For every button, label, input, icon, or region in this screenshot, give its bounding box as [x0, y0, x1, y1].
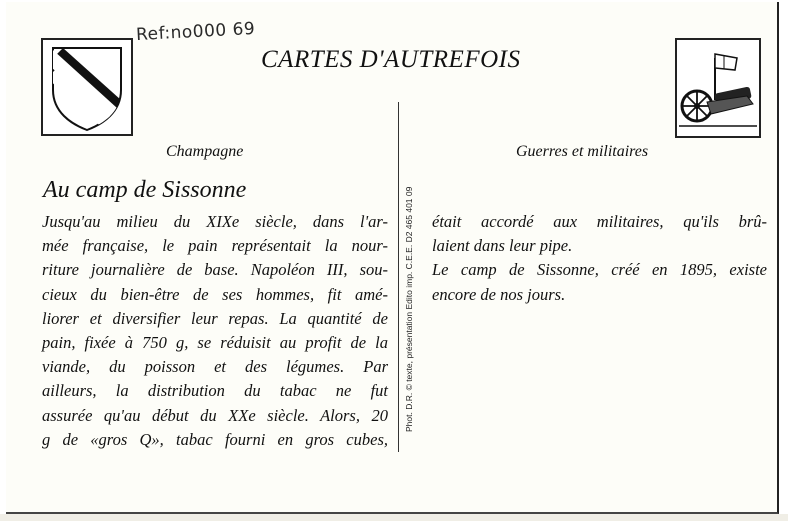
theme-label: Guerres et militaires	[516, 143, 649, 160]
text-line: ailleurs, la distribution du tabac ne fut	[42, 381, 388, 401]
center-divider	[398, 102, 399, 452]
text-line: était accordé aux militaires, qu'ils brû-	[432, 212, 767, 231]
text-line: cieux du bien-être de ses hommes, fit amé-	[42, 284, 388, 304]
body-text-right	[432, 210, 767, 307]
text-line: Jusqu'au milieu du XIXe siècle, dans l'ar-	[42, 212, 388, 231]
champagne-coat-of-arms-icon	[41, 38, 133, 136]
publisher-credit: Phot. D.R. © texte, présentation Edito imp. C.E.E. D2 465 401 09	[404, 186, 414, 432]
text-line: encore de nos jours.	[432, 284, 566, 304]
handwritten-reference: Ref:no000 69	[135, 18, 256, 46]
series-title: CARTES D'AUTREFOIS	[261, 46, 521, 73]
text-line: liorer et diversifier leur repas. La quantité de	[42, 308, 388, 328]
text-line: viande, du poisson et des légumes. Par	[42, 357, 388, 377]
text-line: g de «gros Q», tabac fourni en gros cubes,	[42, 429, 388, 449]
scan-bottom-edge	[0, 514, 788, 521]
body-text-left	[42, 210, 388, 452]
region-label: Champagne	[166, 143, 244, 160]
text-line: Le camp de Sissonne, créé en 1895, existe	[432, 260, 767, 280]
postcard-back	[6, 2, 779, 514]
text-line: assurée qu'au début du XXe siècle. Alors, 20	[42, 405, 388, 425]
text-line: laient dans leur pipe.	[432, 236, 573, 256]
card-heading: Au camp de Sissonne	[43, 177, 247, 203]
text-line: riture journalière de base. Napoléon III, sou-	[42, 260, 388, 280]
text-line: mée française, le pain représentait la nour-	[42, 236, 388, 256]
text-line: pain, fixée à 750 g, se réduisit au profit de la	[42, 333, 388, 353]
cannon-flag-icon	[675, 38, 761, 138]
